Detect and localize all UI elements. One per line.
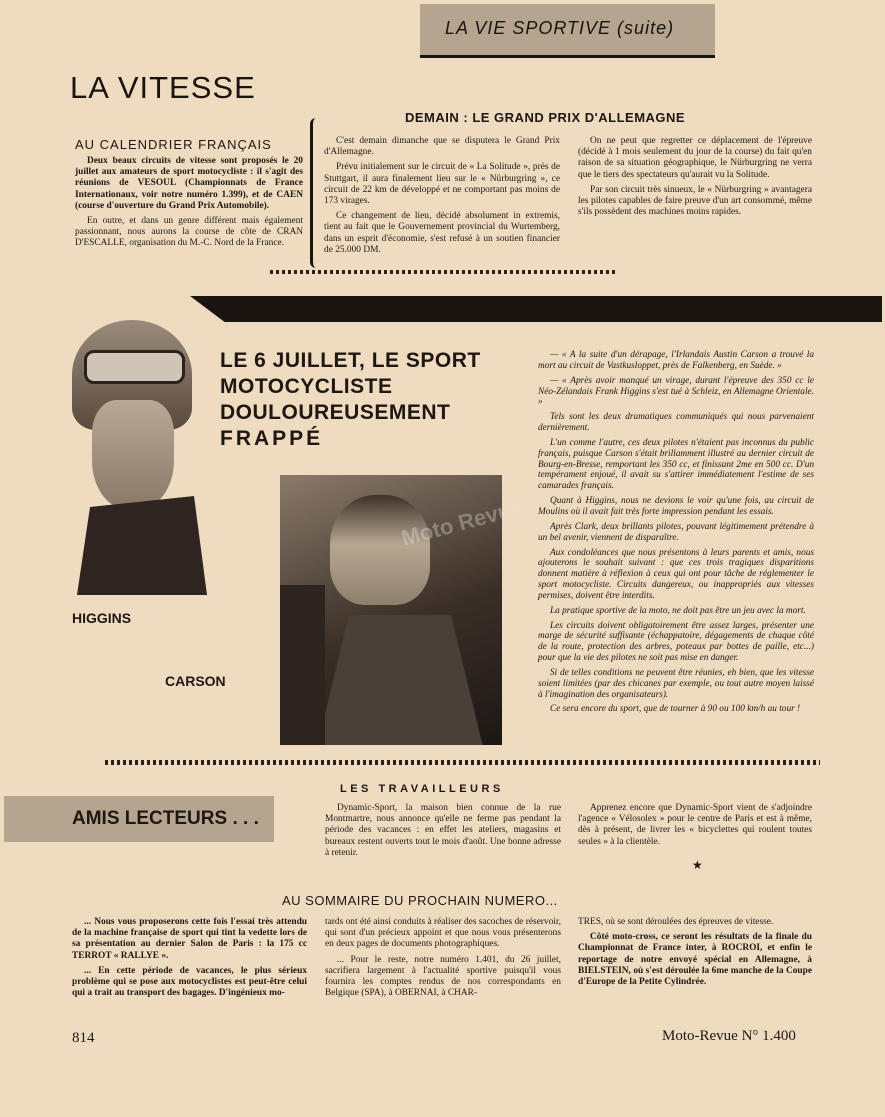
sommaire-paragraph-2: ... En cette période de vacances, le plus sérieux problème qui se pose aux motocyclistes est peut-être celui qui a trait au transport des bagages. D'ingénieux mo- (72, 965, 307, 999)
travailleurs-paragraph-1: Dynamic-Sport, la maison bien connue de la rue Montmartre, nous annonce qu'elle ne ferme pas pendant la période des vacances : en effet les ateliers, magasins et bureaux restent ouverts tout le mois d'août. Une bonne adresse à retenir. (325, 803, 561, 858)
feature-paragraph: Quant à Higgins, nous ne devions le voir qu'une fois, au circuit de Moulins où il avait fait très forte impression pendant les essais. (538, 496, 814, 517)
grandprix-paragraph-5: Par son circuit très sinueux, le « Nürburgring » avantagera les pilotes capables de faire preuve d'un art consommé, même s'ils possèdent des machines moins rapides. (578, 184, 812, 218)
feature-paragraph: — « A la suite d'un dérapage, l'Irlandais Austin Carson a trouvé la mort au circuit de Vastkusloppet, près de Falkenberg, en Suède. » (538, 350, 814, 371)
feature-paragraph: Après Clark, deux brillants pilotes, pouvant légitimement prétendre à un bel avenir, viennent de disparaître. (538, 521, 814, 543)
headline-line-1: LE 6 JUILLET, LE SPORT (220, 349, 481, 372)
feature-paragraph: — « Après avoir manqué un virage, durant l'épreuve des 350 cc le Néo-Zélandais Frank Higgins s'est tué à Schleiz, en Allemagne Orientale. » (538, 375, 814, 408)
sommaire-title: AU SOMMAIRE DU PROCHAIN NUMERO... (282, 893, 558, 908)
feature-paragraph: Tels sont les deux dramatiques communiqués qui nous parvenaient dernièrement. (538, 412, 814, 434)
vitesse-text (75, 156, 303, 254)
amis-banner-text: AMIS LECTEURS . . . (72, 808, 259, 829)
caption-carson: CARSON (165, 673, 226, 689)
vitesse-paragraph-2: En outre, et dans un genre différent mais également passionnant, nous aurons la course de côte de CRAN D'ESCALLE, organisation du M.-C. Nord de la France. (75, 216, 303, 249)
vitesse-subtitle: AU CALENDRIER FRANÇAIS (75, 137, 272, 152)
section-divider (270, 270, 615, 274)
vitesse-title: LA VITESSE (70, 70, 256, 105)
section-title: LA VIE SPORTIVE (suite) (445, 18, 675, 38)
feature-paragraph: Les circuits doivent obligatoirement être assez larges, présenter une marge de sécurité suffisante (échappatoire, dégagements de chaque côté de la route, protection des arbres, poteaux par bottes de paille, etc...) pour que la vie des pilotes ne soit pas mise en danger. (538, 620, 814, 664)
feature-headline (220, 348, 481, 452)
feature-divider (105, 760, 820, 765)
grandprix-paragraph-3: Ce changement de lieu, décidé absolument in extremis, tient au fait que le Gouvernement provincial du Wurtemberg, dans un esprit d'économie, s'est refusé à un soutien financier de 25.000 DM. (324, 211, 560, 255)
grandprix-paragraph-1: C'est demain dimanche que se disputera le Grand Prix d'Allemagne. (324, 136, 560, 158)
feature-paragraph: Si de telles conditions ne peuvent être réunies, eh bien, que les vitesse soient limitées (par des chicanes par exemple, ou tout autre moyen laissé à l'imagination des organisateurs). (538, 667, 814, 700)
grandprix-col2 (578, 136, 812, 222)
grandprix-col1 (324, 136, 560, 260)
feature-paragraph: L'un comme l'autre, ces deux pilotes n'étaient pas inconnus du public français, puisque Carson s'était brillamment illustré au dernier circuit de Bourg-en-Bresse, remportant les 350 cc, et finissant 2me en 500 cc. D'un tempérament enjoué, il avait su s'attirer immédiatement l'estime de ses camarades français. (538, 437, 814, 492)
headline-line-4: FRAPPÉ (220, 427, 324, 450)
feature-paragraph: Aux condoléances que nous présentons à leurs parents et amis, nous ajouterons le souhait suivant : que ces trois tragiques disparitions donnent matière à réflexion à ceux qui ont pour tâche de réglementer le sport motocycliste. Circuits dangereux, ou inappropriés aux vitesses permises, doivent être interdits. (538, 547, 814, 601)
travailleurs-paragraph-2: Apprenez encore que Dynamic-Sport vient de s'adjoindre l'agence « Vélosolex » pour le centre de Paris et est à même, dès à présent, de livrer les « bicyclettes qui roulent toutes seules » à la clientèle. (578, 803, 812, 847)
sommaire-paragraph-1: ... Nous vous proposerons cette fois l'essai très attendu de la machine française de sport qui tint la vedette lors de sa présentation au dernier Salon de Paris : la 175 cc TERROT « RALLYE ». (72, 917, 307, 961)
grandprix-title: DEMAIN : LE GRAND PRIX D'ALLEMAGNE (405, 110, 686, 125)
bracket-divider (310, 118, 319, 268)
travailleurs-col1 (325, 803, 561, 863)
sommaire-paragraph-3: tards ont été ainsi conduits à réaliser des sacoches de réservoir, qui sont d'un précieux appoint et que nous vous présenterons en deux pages de documents photographiques. (325, 917, 561, 950)
sommaire-col3 (578, 917, 812, 992)
sommaire-col1 (72, 917, 307, 1003)
sommaire-paragraph-6: Côté moto-cross, ce seront les résultats de la finale du Championnat de France inter, à ROCROI, et enfin le reportage de notre envoyé spécial en Allemagne, à BIELSTEIN, où s'est déroulée la 6me manche de la Coupe d'Europe de la Petite Cylindrée. (578, 932, 812, 988)
feature-paragraph: Ce sera encore du sport, que de tourner à 90 ou 100 km/h au tour ! (550, 704, 801, 715)
headline-line-3: DOULOUREUSEMENT (220, 401, 451, 424)
grandprix-paragraph-4: On ne peut que regretter ce déplacement de l'épreuve (décidé à 1 mois seulement du jour de la course) du fait qu'en raison de sa situation géographique, le Nürburgring ne verra que le tiers des spectateurs qu'aurait vu la Solitude. (578, 136, 812, 180)
page-number: 814 (72, 1030, 95, 1046)
vitesse-paragraph-1: Deux beaux circuits de vitesse sont proposés le 20 juillet aux amateurs de sport motocycliste : il s'agit des réunions de VESOUL (Championnats de France Internationaux, voir notre numéro 1.399), et de CAEN (course d'ouverture du Grand Prix Automobile). (75, 156, 303, 211)
watermark: Moto Revue (398, 494, 526, 551)
feature-bar (190, 296, 882, 322)
caption-higgins: HIGGINS (72, 610, 132, 626)
travailleurs-col2 (578, 803, 812, 852)
feature-article (538, 350, 814, 719)
sommaire-paragraph-5: TRES, où se sont déroulées des épreuves de vitesse. (578, 917, 774, 927)
top-rule (420, 55, 715, 58)
grandprix-paragraph-2: Prévu initialement sur le circuit de « La Solitude », près de Stuttgart, il aura finalement lieu sur le « Nürburgring », ce circuit de 22 km de développé et ne comportant pas moins de 173 virages. (324, 162, 560, 207)
travailleurs-title: LES TRAVAILLEURS (340, 783, 504, 795)
sommaire-col2 (325, 917, 561, 1003)
sommaire-paragraph-4: ... Pour le reste, notre numéro 1.401, du 26 juillet, sacrifiera largement à l'actualité sportive puisqu'il vous fournira les comptes rendus de nos correspondants en Belgique (SPA), à OBERNAI, à CHAR- (325, 954, 561, 999)
higgins-photo (72, 305, 212, 595)
star-ornament: ★ (692, 858, 703, 872)
headline-line-2: MOTOCYCLISTE (220, 375, 393, 398)
feature-paragraph: La pratique sportive de la moto, ne doit pas être un jeu avec la mort. (550, 605, 806, 616)
magazine-issue: Moto-Revue N° 1.400 (662, 1028, 796, 1044)
